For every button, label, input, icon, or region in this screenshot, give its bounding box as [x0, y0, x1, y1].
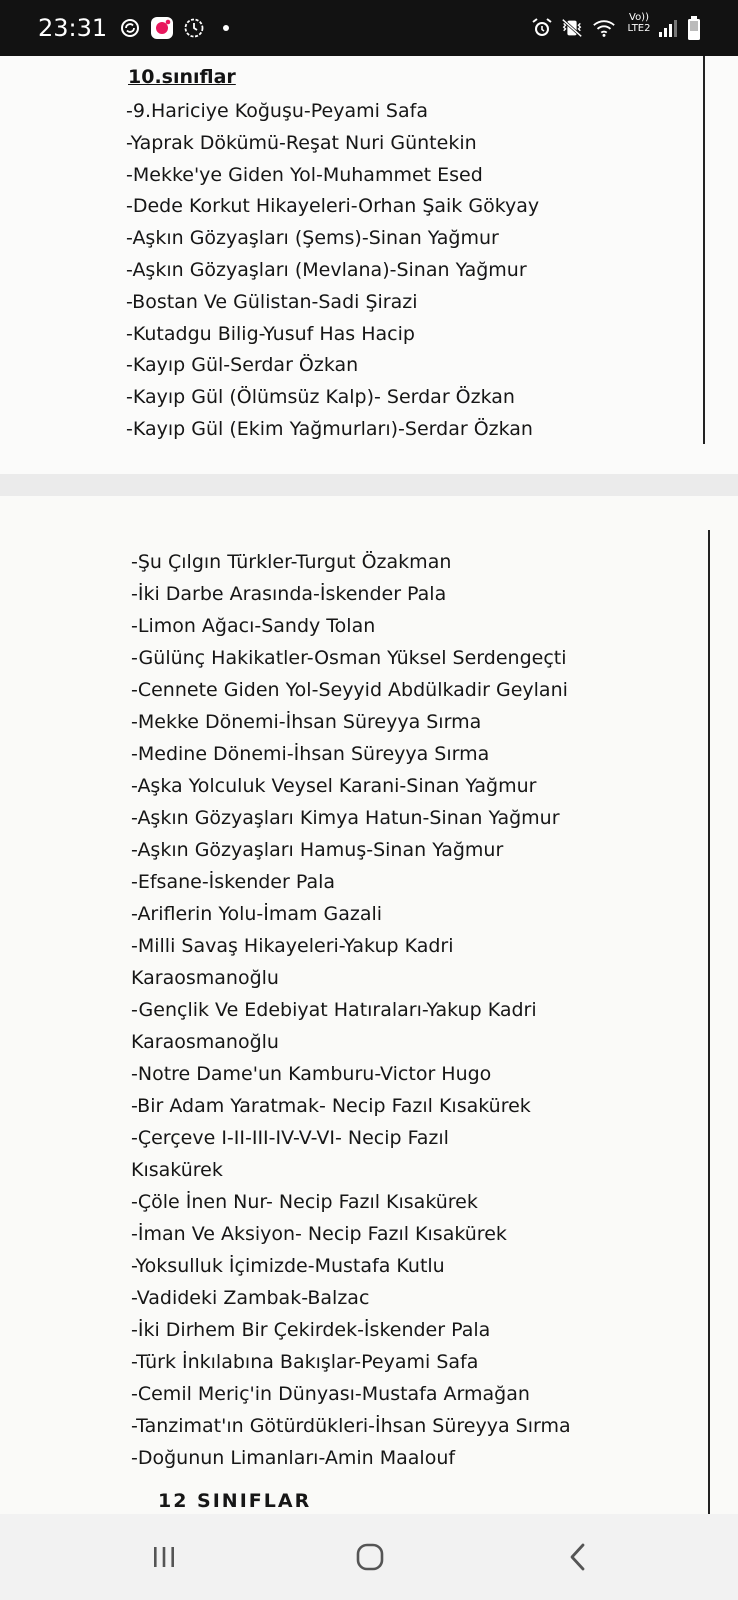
battery-icon	[682, 16, 706, 40]
section-heading-10: 10.sınıflar	[128, 66, 236, 88]
list-item: -Gençlik Ve Edebiyat Hatıraları-Yakup Kadri	[131, 999, 537, 1021]
list-item: -Bostan Ve Gülistan-Sadi Şirazi	[126, 290, 418, 313]
list-item: -Şu Çılgın Türkler-Turgut Özakman	[131, 551, 452, 573]
volte-label: Vo))	[629, 12, 649, 23]
list-item: -İki Dirhem Bir Çekirdek-İskender Pala	[131, 1319, 491, 1341]
list-item: -Milli Savaş Hikayeleri-Yakup Kadri	[131, 935, 454, 957]
list-item: -Tanzimat'ın Götürdükleri-İhsan Süreyya Sırma	[131, 1415, 571, 1437]
list-item: -Ariflerin Yolu-İmam Gazali	[131, 903, 383, 925]
back-button[interactable]	[548, 1534, 608, 1580]
list-item: -Kutadgu Bilig-Yusuf Has Hacip	[126, 322, 415, 345]
network-type-label	[622, 12, 656, 34]
list-item: -İman Ve Aksiyon- Necip Fazıl Kısakürek	[131, 1223, 507, 1245]
clock-icon	[182, 16, 206, 40]
list-item: -Kayıp Gül (Ölümsüz Kalp)- Serdar Özkan	[126, 386, 515, 409]
list-item: Karaosmanoğlu	[131, 967, 279, 989]
list-item: -Doğunun Limanları-Amin Maalouf	[131, 1447, 456, 1469]
document-page-2	[0, 496, 738, 1514]
list-item: -9.Hariciye Koğuşu-Peyami Safa	[126, 100, 428, 122]
book-list-10	[126, 96, 539, 446]
recent-apps-icon	[149, 1544, 179, 1570]
list-item: -Çöle İnen Nur- Necip Fazıl Kısakürek	[131, 1191, 478, 1213]
list-item: -Türk İnkılabına Bakışlar-Peyami Safa	[131, 1351, 479, 1373]
home-icon	[354, 1541, 386, 1573]
list-item: -Gülünç Hakikatler-Osman Yüksel Serdengeçti	[131, 647, 567, 669]
list-item: -Aşkın Gözyaşları (Mevlana)-Sinan Yağmur	[126, 258, 527, 281]
page-margin-line	[708, 530, 710, 1514]
page-separator	[0, 474, 738, 496]
list-item: -Efsane-İskender Pala	[131, 871, 336, 893]
sync-icon	[118, 16, 142, 40]
recent-apps-button[interactable]	[134, 1534, 194, 1580]
status-time: 23:31	[38, 14, 108, 42]
list-item: -Mekke'ye Giden Yol-Muhammet Esed	[126, 163, 483, 186]
document-page-1	[0, 56, 738, 474]
list-item: -Medine Dönemi-İhsan Süreyya Sırma	[131, 743, 490, 765]
list-item: -Aşkın Gözyaşları Hamuş-Sinan Yağmur	[131, 839, 504, 861]
page-margin-line	[703, 56, 705, 444]
navigation-bar	[0, 1514, 738, 1600]
alarm-icon	[530, 16, 554, 40]
list-item: -İki Darbe Arasında-İskender Pala	[131, 583, 447, 605]
lte-label: LTE2	[627, 23, 651, 34]
list-item: -Yoksulluk İçimizde-Mustafa Kutlu	[131, 1255, 445, 1277]
list-item: -Dede Korkut Hikayeleri-Orhan Şaik Gökyay	[126, 195, 540, 218]
book-list-continued	[131, 546, 571, 1474]
list-item: -Çerçeve I-II-III-IV-V-VI- Necip Fazıl	[131, 1127, 449, 1149]
list-item: -Limon Ağacı-Sandy Tolan	[131, 615, 376, 637]
list-item: -Bir Adam Yaratmak- Necip Fazıl Kısakürek	[131, 1095, 531, 1117]
list-item: Karaosmanoğlu	[131, 1031, 279, 1053]
list-item: -Kayıp Gül (Ekim Yağmurları)-Serdar Özkan	[126, 417, 533, 440]
list-item: -Aşkın Gözyaşları Kimya Hatun-Sinan Yağmur	[131, 807, 560, 829]
signal-icon	[656, 16, 680, 40]
list-item: -Kayıp Gül-Serdar Özkan	[126, 354, 359, 377]
notification-dot	[214, 16, 238, 40]
list-item: Kısakürek	[131, 1159, 223, 1181]
vibrate-icon	[560, 16, 584, 40]
list-item: -Cennete Giden Yol-Seyyid Abdülkadir Geylani	[131, 679, 568, 701]
status-bar	[0, 0, 738, 56]
list-item: -Cemil Meriç'in Dünyası-Mustafa Armağan	[131, 1383, 530, 1405]
list-item: -Aşka Yolculuk Veysel Karani-Sinan Yağmur	[131, 775, 537, 797]
list-item: -Vadideki Zambak-Balzac	[131, 1287, 370, 1309]
list-item: -Notre Dame'un Kamburu-Victor Hugo	[131, 1063, 492, 1085]
wifi-icon	[592, 16, 616, 40]
list-item: -Yaprak Dökümü-Reşat Nuri Güntekin	[126, 131, 477, 154]
home-button[interactable]	[340, 1534, 400, 1580]
list-item: -Mekke Dönemi-İhsan Süreyya Sırma	[131, 711, 482, 733]
back-icon	[566, 1542, 590, 1572]
app-notification-icon	[150, 16, 174, 40]
section-heading-12: 12 SINIFLAR	[158, 1490, 312, 1512]
list-item: -Aşkın Gözyaşları (Şems)-Sinan Yağmur	[126, 227, 499, 250]
